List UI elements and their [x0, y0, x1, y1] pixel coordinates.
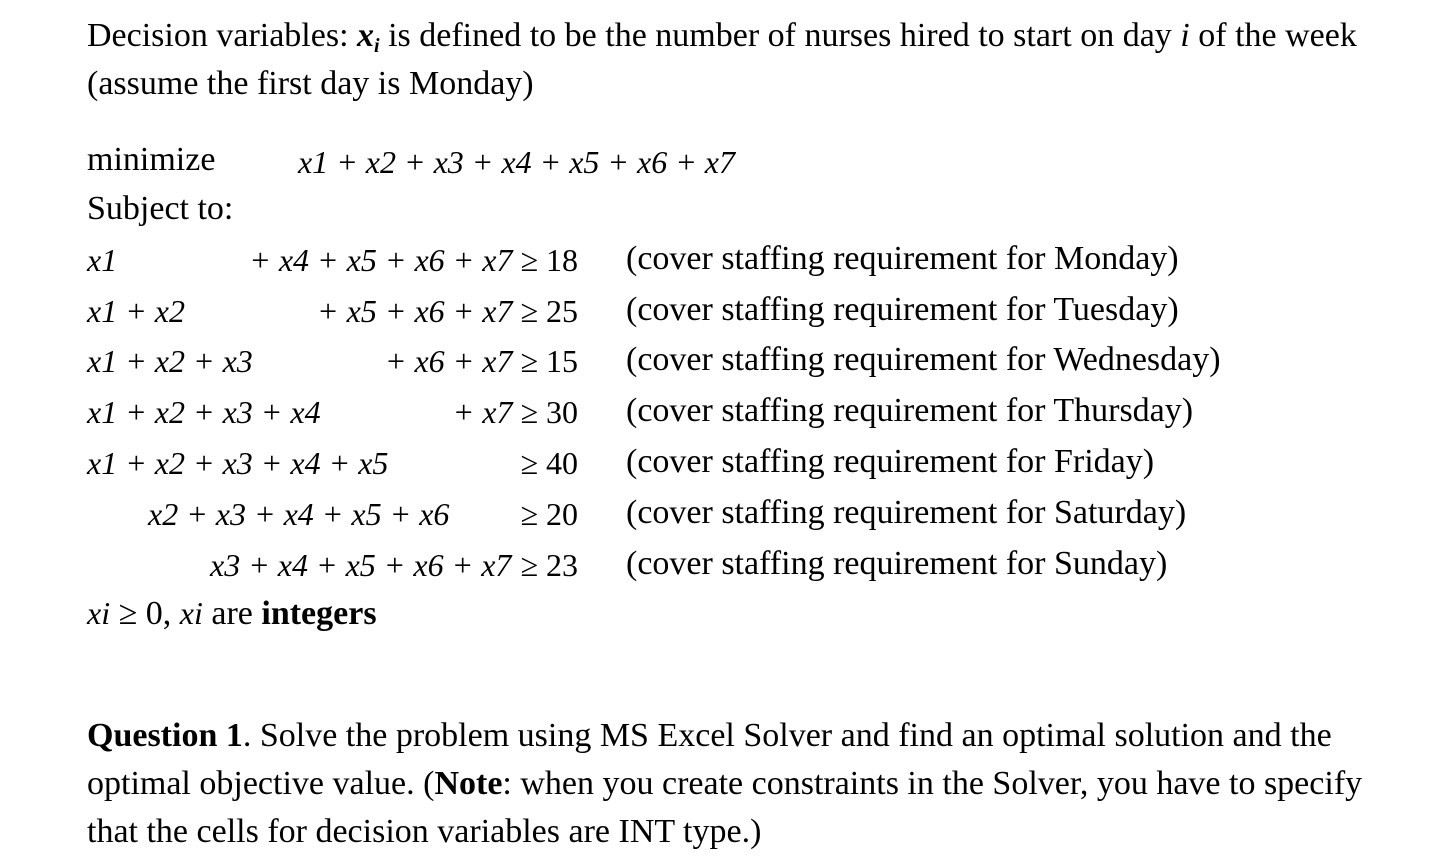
- constraint-note: (cover staffing requirement for Sunday): [626, 545, 1168, 582]
- constraint-note: (cover staffing requirement for Thursday): [626, 392, 1194, 429]
- constraint-lhs-left: x1 + x2 + x3 + x4 + x5: [87, 445, 389, 481]
- constraint-lhs-right: + x5 + x6 + x7 ≥ 25: [317, 293, 578, 329]
- intro-text-2: of the week (assume the first day is Monday): [87, 17, 1357, 102]
- question-label: Question 1: [87, 717, 243, 754]
- question-paragraph: [87, 712, 1377, 856]
- constraint-note: (cover staffing requirement for Saturday): [626, 494, 1187, 531]
- constraint-lhs-right: + x4 + x5 + x6 + x7 ≥ 18: [249, 242, 578, 278]
- question-text-1: . Solve the problem using MS Excel Solver and find an optimal solution and the optimal objective value. (: [87, 717, 1332, 802]
- constraint-note: (cover staffing requirement for Wednesday): [626, 341, 1221, 378]
- constraint-lhs-left: x1 + x2 + x3: [87, 343, 253, 379]
- nonneg-text-1: ≥ 0,: [118, 595, 172, 632]
- constraint-lhs-right: ≥ 23: [520, 547, 578, 583]
- constraint-note: (cover staffing requirement for Tuesday): [626, 291, 1179, 328]
- nonneg-var-2: xi: [179, 595, 203, 631]
- objective-keyword: minimize: [87, 141, 216, 178]
- intro-text-1: is defined to be the number of nurses hired to start on day: [388, 17, 1172, 54]
- constraint-lhs-right: + x6 + x7 ≥ 15: [384, 343, 578, 379]
- constraint-lhs-left: x1 + x2 + x3 + x4: [87, 394, 321, 430]
- nonneg-line: [87, 593, 377, 634]
- constraint-lhs-right: ≥ 40: [520, 445, 578, 481]
- constraint-lhs-left: x1: [87, 242, 118, 278]
- constraint-note: (cover staffing requirement for Monday): [626, 240, 1179, 277]
- nonneg-text-2: are: [211, 595, 253, 632]
- intro-paragraph: [87, 12, 1377, 108]
- nonneg-var-1: xi: [87, 595, 111, 631]
- nonneg-bold-word: integers: [261, 595, 377, 632]
- objective-expression: x1 + x2 + x3 + x4 + x5 + x6 + x7: [298, 144, 735, 180]
- constraint-lhs-left: x2 + x3 + x4 + x5 + x6: [148, 496, 450, 532]
- intro-day-symbol: i: [1180, 17, 1190, 54]
- intro-label: Decision variables:: [87, 17, 349, 54]
- constraint-note: (cover staffing requirement for Friday): [626, 443, 1155, 480]
- intro-variable: $x_i$: [357, 17, 380, 57]
- constraint-lhs-right: + x7 ≥ 30: [452, 394, 578, 430]
- question-text-2: : when you create constraints in the Solver, you have to specify that the cells for decision variables are INT type.): [87, 765, 1363, 850]
- subject-to-label: Subject to:: [87, 190, 234, 227]
- constraint-lhs-right: ≥ 20: [520, 496, 578, 532]
- question-note-label: Note: [434, 765, 503, 802]
- constraint-lhs-left: x1 + x2: [87, 293, 185, 329]
- constraint-lhs-left: x3 + x4 + x5 + x6 + x7: [210, 547, 512, 583]
